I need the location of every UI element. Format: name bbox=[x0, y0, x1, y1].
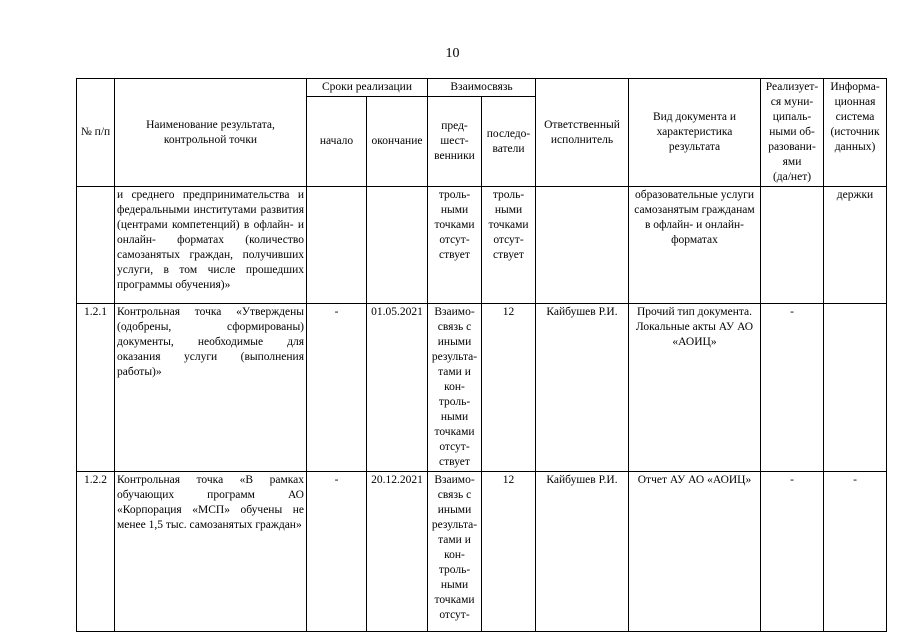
header-municipal: Реализует- ся муни- ципаль- ными об- разовани- ями (да/нет) bbox=[761, 79, 824, 187]
header-end: окончание bbox=[367, 97, 428, 187]
table-row bbox=[77, 304, 887, 472]
cell-municipal: - bbox=[761, 304, 824, 472]
table-row bbox=[77, 472, 887, 632]
header-name: Наименование результата, контрольной точки bbox=[115, 79, 307, 187]
header-implementation-terms: Сроки реализации bbox=[307, 79, 428, 97]
cell-successors: 12 bbox=[482, 304, 536, 472]
cell-info-system bbox=[824, 304, 887, 472]
cell-predecessors: троль- ными точками отсут- ствует bbox=[428, 187, 482, 304]
cell-end bbox=[367, 187, 428, 304]
cell-number: 1.2.2 bbox=[77, 472, 115, 632]
cell-name: и среднего предпринимательства и федеральными институтами развития (центрами компетенций) в офлайн- и онлайн- форматах (количество самозанятых граждан, получивших услуги, в том числе прошедших программы обучения)» bbox=[115, 187, 307, 304]
cell-responsible: Кайбушев Р.И. bbox=[536, 304, 629, 472]
header-start: начало bbox=[307, 97, 367, 187]
table-row bbox=[77, 187, 887, 304]
cell-successors: троль- ными точками отсут- ствует bbox=[482, 187, 536, 304]
cell-info-system: - bbox=[824, 472, 887, 632]
cell-municipal bbox=[761, 187, 824, 304]
header-responsible: Ответственный исполнитель bbox=[536, 79, 629, 187]
cell-number bbox=[77, 187, 115, 304]
page-number: 10 bbox=[445, 46, 460, 61]
project-plan-table bbox=[76, 78, 887, 632]
cell-number: 1.2.1 bbox=[77, 304, 115, 472]
cell-predecessors: Взаимо- связь с иными результа- тами и кон- троль- ными точками отсут- ствует bbox=[428, 304, 482, 472]
cell-end: 20.12.2021 bbox=[367, 472, 428, 632]
cell-predecessors: Взаимо- связь с иными результа- тами и кон- троль- ными точками отсут- bbox=[428, 472, 482, 632]
cell-start bbox=[307, 187, 367, 304]
header-predecessors: пред- шест- венники bbox=[428, 97, 482, 187]
cell-responsible bbox=[536, 187, 629, 304]
cell-end: 01.05.2021 bbox=[367, 304, 428, 472]
header-document-type: Вид документа и характеристика результата bbox=[629, 79, 761, 187]
cell-document: образовательные услуги самозанятым гражданам в офлайн- и онлайн- форматах bbox=[629, 187, 761, 304]
cell-info-system: держки bbox=[824, 187, 887, 304]
cell-name: Контрольная точка «В рамках обучающих программ АО «Корпорация «МСП» обучены не менее 1,5 тыс. самозанятых граждан» bbox=[115, 472, 307, 632]
cell-name: Контрольная точка «Утверждены (одобрены, сформированы) документы, необходимые для оказания услуги (выполнения работы)» bbox=[115, 304, 307, 472]
cell-responsible: Кайбушев Р.И. bbox=[536, 472, 629, 632]
header-successors: последо- ватели bbox=[482, 97, 536, 187]
cell-start: - bbox=[307, 304, 367, 472]
cell-municipal: - bbox=[761, 472, 824, 632]
cell-start: - bbox=[307, 472, 367, 632]
cell-document: Отчет АУ АО «АОИЦ» bbox=[629, 472, 761, 632]
header-number: № п/п bbox=[77, 79, 115, 187]
header-relationship: Взаимосвязь bbox=[428, 79, 536, 97]
header-info-system: Информа- ционная система (источник данных) bbox=[824, 79, 887, 187]
cell-document: Прочий тип документа. Локальные акты АУ АО «АОИЦ» bbox=[629, 304, 761, 472]
cell-successors: 12 bbox=[482, 472, 536, 632]
